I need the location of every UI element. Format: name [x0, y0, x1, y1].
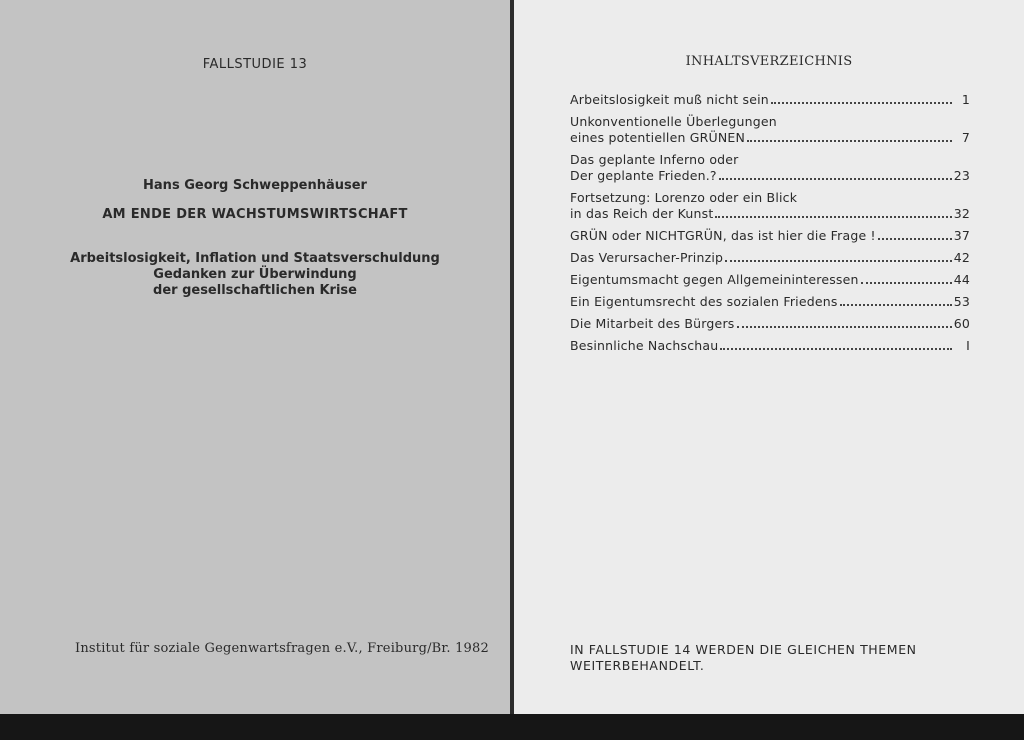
- toc-entry: [570, 294, 970, 310]
- toc-page-number: 37: [953, 228, 970, 243]
- dot-leader: [861, 272, 952, 284]
- note-line: WEITERBEHANDELT.: [570, 658, 705, 673]
- toc-line: [570, 294, 970, 310]
- toc-page-number: 7: [961, 130, 970, 145]
- toc-page-number: 53: [953, 294, 970, 309]
- toc-entry: [570, 228, 970, 244]
- dot-leader: [715, 206, 951, 218]
- toc-line: [570, 272, 970, 288]
- toc-entry-title: Eigentumsmacht gegen Allgemeininteressen: [570, 272, 859, 287]
- dot-leader: [720, 338, 952, 350]
- toc-page-number: 23: [953, 168, 970, 183]
- dot-leader: [840, 294, 952, 306]
- series-title: FALLSTUDIE 13: [202, 57, 308, 72]
- toc-page-number: 42: [953, 250, 970, 265]
- dot-leader: [725, 250, 952, 262]
- toc-line: [570, 168, 970, 184]
- toc-entry-title: eines potentiellen GRÜNEN: [570, 130, 746, 145]
- toc-entry: [570, 152, 970, 184]
- toc-entry-title: GRÜN oder NICHTGRÜN, das ist hier die Frage !: [570, 228, 876, 243]
- toc-line: [570, 92, 970, 108]
- toc-entry-title: in das Reich der Kunst: [570, 206, 714, 221]
- cover-page: [0, 0, 510, 714]
- toc-line: [570, 114, 970, 130]
- subtitle-line: Gedanken zur Überwindung: [153, 267, 357, 282]
- toc-entry-title: Das Verursacher-Prinzip: [570, 250, 724, 265]
- contents-page: [514, 0, 1024, 714]
- toc-page-number: 60: [953, 316, 970, 331]
- toc-page-number: 44: [953, 272, 970, 287]
- toc-entry: [570, 316, 970, 332]
- toc-entry-title: Das geplante Inferno oder: [570, 152, 739, 167]
- toc-line: [570, 228, 970, 244]
- toc-line: [570, 130, 970, 146]
- toc-heading: INHALTSVERZEICHNIS: [685, 54, 853, 69]
- toc-entry-title: Die Mitarbeit des Bürgers: [570, 316, 735, 331]
- toc-page-number: 32: [953, 206, 970, 221]
- toc-line: [570, 152, 970, 168]
- dot-leader: [719, 168, 952, 180]
- toc-line: [570, 206, 970, 222]
- toc-entry-title: Unkonventionelle Überlegungen: [570, 114, 777, 129]
- toc-entry-title: Fortsetzung: Lorenzo oder ein Blick: [570, 190, 798, 205]
- dot-leader: [747, 130, 952, 142]
- toc-entry: [570, 338, 970, 354]
- toc-page-number: 1: [961, 92, 970, 107]
- dot-leader: [737, 316, 952, 328]
- toc-entry: [570, 190, 970, 222]
- toc-page-number: I: [966, 338, 970, 353]
- dot-leader: [878, 228, 952, 240]
- toc-entry: [570, 92, 970, 108]
- table-of-contents: [570, 92, 970, 360]
- subtitle-line: Arbeitslosigkeit, Inflation und Staatsverschuldung: [70, 251, 440, 266]
- subtitle-line: der gesellschaftlichen Krise: [153, 283, 357, 298]
- author-name: Hans Georg Schweppenhäuser: [143, 178, 367, 193]
- toc-entry: [570, 250, 970, 266]
- toc-entry-title: Ein Eigentumsrecht des sozialen Friedens: [570, 294, 838, 309]
- note-line: IN FALLSTUDIE 14 WERDEN DIE GLEICHEN THEMEN: [570, 642, 917, 657]
- toc-line: [570, 316, 970, 332]
- toc-line: [570, 338, 970, 354]
- toc-entry-title: Besinnliche Nachschau: [570, 338, 719, 353]
- scan-edge: [0, 714, 1024, 740]
- toc-entry-title: Der geplante Frieden.?: [570, 168, 717, 183]
- book-subtitle: [0, 251, 510, 299]
- toc-line: [570, 190, 970, 206]
- dot-leader: [771, 92, 952, 104]
- publisher-line: Institut für soziale Gegenwartsfragen e.V., Freiburg/Br. 1982: [75, 641, 489, 656]
- toc-line: [570, 250, 970, 266]
- book-title: AM ENDE DER WACHSTUMSWIRTSCHAFT: [102, 207, 408, 222]
- toc-entry: [570, 272, 970, 288]
- toc-entry-title: Arbeitslosigkeit muß nicht sein: [570, 92, 769, 107]
- toc-entry: [570, 114, 970, 146]
- continuation-note: [570, 642, 970, 674]
